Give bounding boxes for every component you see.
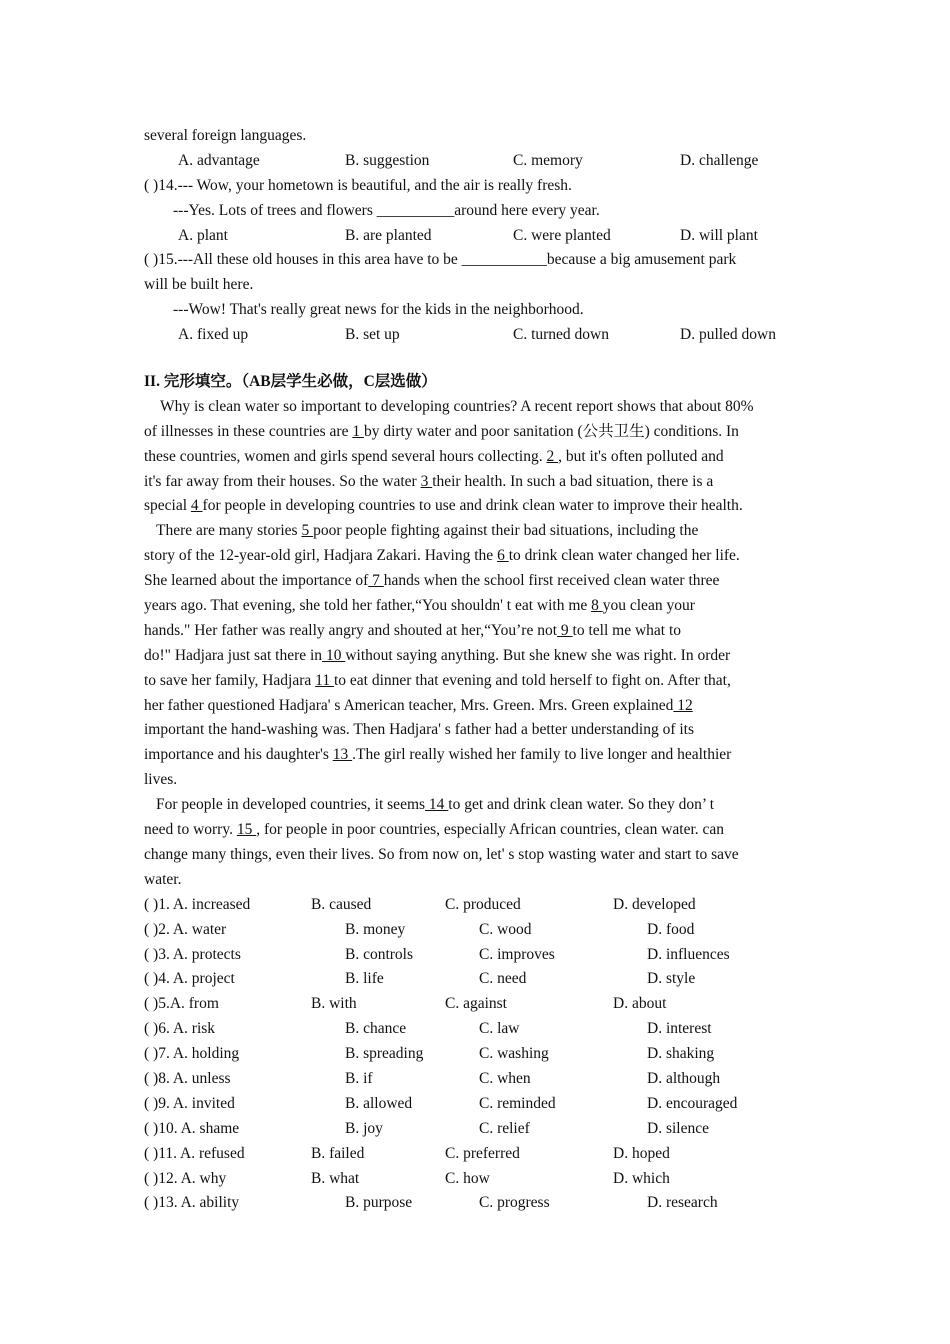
question-option-b: B. money [345, 920, 406, 938]
question-option-a: ( )8. A. unless [144, 1069, 231, 1087]
option-d: D. pulled down [680, 326, 777, 344]
p3-line-4: water. [144, 870, 182, 888]
worksheet-page [144, 124, 812, 1216]
question-option-a: ( )10. A. shame [144, 1119, 240, 1137]
p2-line-1: There are many stories 5 poor people fighting against their bad situations, including the [156, 522, 699, 540]
option-b: B. are planted [345, 226, 432, 244]
question-option-a: ( )11. A. refused [144, 1144, 245, 1162]
option-d: D. will plant [680, 226, 758, 244]
question-option-c: C. relief [479, 1119, 530, 1137]
question-option-a: ( )6. A. risk [144, 1020, 216, 1038]
q14-options [144, 224, 812, 249]
option-b: B. set up [345, 326, 400, 344]
question-option-d: D. although [647, 1069, 721, 1087]
question-option-d: D. encouraged [647, 1094, 738, 1112]
question-option-a: ( )1. A. increased [144, 895, 251, 913]
q14-line-1: ( )14.--- Wow, your hometown is beautiful, and the air is really fresh. [144, 176, 572, 194]
blank-1: 1 [352, 422, 364, 440]
question-row [144, 1117, 812, 1142]
question-option-c: C. preferred [445, 1144, 520, 1162]
p1-line-5: special 4 for people in developing countries to use and drink clean water to improve their health. [144, 497, 743, 515]
question-option-a: ( )2. A. water [144, 920, 227, 938]
p2-line-5: hands." Her father was really angry and shouted at her,“You’re not 9 to tell me what to [144, 621, 682, 639]
question-option-c: C. how [445, 1169, 490, 1187]
question-row [144, 943, 812, 968]
question-row [144, 1167, 812, 1192]
blank-14: 14 [425, 796, 449, 814]
question-option-d: D. interest [647, 1020, 712, 1038]
blank-15: 15 [236, 821, 257, 839]
option-c: C. were planted [513, 226, 611, 244]
question-option-d: D. hoped [613, 1144, 670, 1162]
question-row [144, 893, 812, 918]
q15-line-1: ( )15.---All these old houses in this area have to be ___________because a big amusement park [144, 251, 737, 269]
question-option-c: C. against [445, 995, 507, 1013]
question-option-c: C. washing [479, 1045, 549, 1063]
p2-line-9: important the hand-washing was. Then Hadjara' s father had a better understanding of its [144, 721, 695, 739]
question-option-b: B. joy [345, 1119, 383, 1137]
question-row [144, 1067, 812, 1092]
blank-4: 4 [190, 497, 203, 515]
p3-line-1: For people in developed countries, it seems 14 to get and drink clean water. So they don’ t [156, 796, 715, 814]
p3-line-2: need to worry. 15 , for people in poor countries, especially African countries, clean water. can [144, 821, 725, 839]
question-option-b: B. failed [311, 1144, 365, 1162]
question-option-b: B. if [345, 1069, 373, 1087]
question-option-b: B. allowed [345, 1094, 413, 1112]
p2-line-7: to save her family, Hadjara 11 to eat dinner that evening and told herself to fight on. After that, [144, 671, 731, 689]
question-option-b: B. with [311, 995, 357, 1013]
question-option-d: D. shaking [647, 1045, 715, 1063]
question-option-b: B. purpose [345, 1194, 413, 1212]
question-option-a: ( )5.A. from [144, 995, 219, 1013]
question-row [144, 1042, 812, 1067]
p2-line-2: story of the 12-year-old girl, Hadjara Zakari. Having the 6 to drink clean water changed her life. [144, 547, 740, 565]
question-option-a: ( )12. A. why [144, 1169, 227, 1187]
p2-line-11: lives. [144, 771, 178, 789]
blank-6: 6 [497, 547, 509, 565]
q15-options [144, 323, 812, 348]
p1-line-4: it's far away from their houses. So the water 3 their health. In such a bad situation, there is a [144, 472, 714, 490]
question-option-d: D. style [647, 970, 696, 988]
question-option-d: D. influences [647, 945, 730, 963]
p2-line-4: years ago. That evening, she told her father,“You shouldn' t eat with me 8 you clean your [144, 597, 695, 615]
question-option-d: D. developed [613, 895, 696, 913]
p2-line-8: her father questioned Hadjara' s American teacher, Mrs. Green. Mrs. Green explained 12 [144, 696, 693, 714]
question-option-d: D. which [613, 1169, 670, 1187]
question-option-a: ( )7. A. holding [144, 1045, 240, 1063]
question-option-b: B. life [345, 970, 384, 988]
question-option-b: B. caused [311, 895, 372, 913]
question-option-c: C. reminded [479, 1094, 556, 1112]
question-option-d: D. silence [647, 1119, 709, 1137]
question-row [144, 992, 812, 1017]
question-row [144, 1017, 812, 1042]
question-option-b: B. what [311, 1169, 360, 1187]
p2-line-3: She learned about the importance of 7 hands when the school first received clean water three [144, 572, 720, 590]
option-d: D. challenge [680, 151, 759, 169]
blank-13: 13 [332, 746, 353, 764]
p1-line-1: Why is clean water so important to developing countries? A recent report shows that about 80% [160, 397, 754, 415]
question-option-c: C. wood [479, 920, 532, 938]
question-option-a: ( )13. A. ability [144, 1194, 240, 1212]
question-option-a: ( )4. A. project [144, 970, 235, 988]
question-option-d: D. food [647, 920, 695, 938]
blank-10: 10 [322, 646, 346, 664]
question-row [144, 1191, 812, 1216]
option-c: C. turned down [513, 326, 610, 344]
question-list [144, 893, 812, 1217]
question-option-a: ( )9. A. invited [144, 1094, 235, 1112]
p3-line-3: change many things, even their lives. So from now on, let' s stop wasting water and start to save [144, 845, 739, 863]
q13-tail: several foreign languages. [144, 127, 307, 144]
question-row [144, 918, 812, 943]
question-option-c: C. improves [479, 945, 555, 963]
blank-9: 9 [557, 621, 573, 639]
question-option-b: B. controls [345, 945, 414, 963]
blank-11: 11 [315, 671, 334, 689]
question-option-c: C. progress [479, 1194, 550, 1212]
blank-12: 12 [673, 696, 693, 714]
question-option-b: B. spreading [345, 1045, 424, 1063]
option-a: A. plant [178, 226, 228, 244]
question-option-c: C. produced [445, 895, 521, 913]
question-option-c: C. when [479, 1069, 531, 1087]
question-option-d: D. about [613, 995, 667, 1013]
p2-line-10: importance and his daughter's 13 .The girl really wished her family to live longer and healthier [144, 746, 732, 764]
q14-line-2: ---Yes. Lots of trees and flowers __________around here every year. [173, 201, 600, 219]
blank-8: 8 [591, 597, 603, 615]
question-row [144, 1092, 812, 1117]
blank-5: 5 [301, 522, 314, 540]
option-b: B. suggestion [345, 151, 430, 169]
p1-line-2: of illnesses in these countries are 1 by dirty water and poor sanitation (公共卫生) conditions. In [144, 422, 739, 440]
question-option-a: ( )3. A. protects [144, 945, 241, 963]
p2-line-6: do!" Hadjara just sat there in 10 without saying anything. But she knew she was right. In order [144, 646, 731, 664]
p1-line-3: these countries, women and girls spend several hours collecting. 2 , but it's often polluted and [144, 447, 724, 465]
q13-options [144, 149, 812, 174]
option-c: C. memory [513, 151, 583, 169]
question-row [144, 967, 812, 992]
question-option-b: B. chance [345, 1020, 407, 1038]
question-option-c: C. law [479, 1020, 520, 1038]
blank-7: 7 [368, 572, 384, 590]
question-row [144, 1142, 812, 1167]
q15-line-3: ---Wow! That's really great news for the kids in the neighborhood. [173, 301, 584, 319]
question-option-d: D. research [647, 1194, 718, 1212]
blank-2: 2 [546, 447, 559, 465]
question-option-c: C. need [479, 970, 527, 988]
section-heading: II. 完形填空。（AB层学生必做，C层选做） [144, 373, 437, 391]
option-a: A. advantage [178, 151, 260, 169]
blank-3: 3 [420, 472, 433, 490]
q15-line-2: will be built here. [144, 276, 254, 294]
option-a: A. fixed up [178, 326, 249, 344]
